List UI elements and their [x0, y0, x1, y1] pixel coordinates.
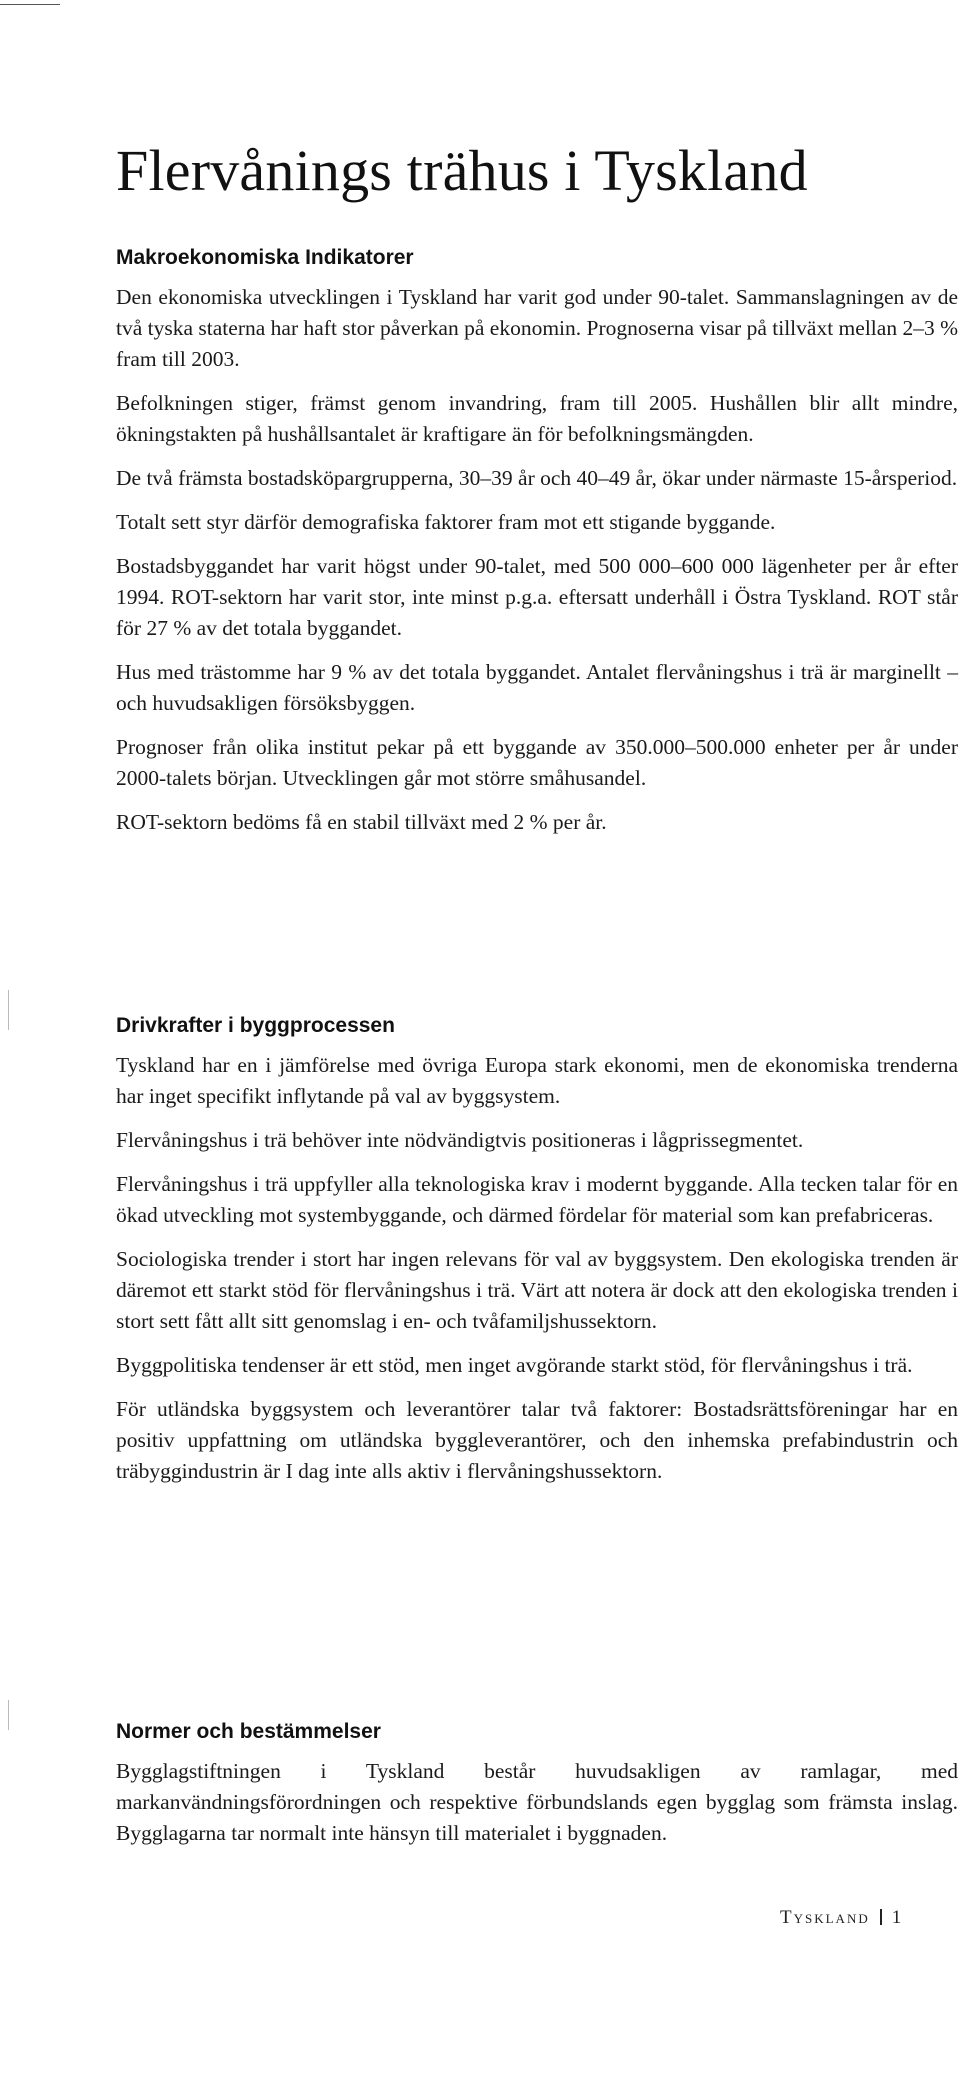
paragraph: ROT-sektorn bedöms få en stabil tillväxt med 2 % per år.	[116, 810, 607, 834]
page-footer	[780, 1906, 960, 1930]
paragraph: Bostadsbyggandet har varit högst under 90-talet, med 500 000–600 000 lägenheter per år efter 1994. ROT-sektorn har varit stor, inte minst p.g.a. eftersatt underhåll i Östra Tyskland. ROT står för 27 % av det totala byggandet.	[116, 554, 958, 640]
running-title: Tyskland	[780, 1907, 870, 1928]
scan-edge-line	[0, 4, 60, 5]
paragraph: För utländska byggsystem och leverantörer talar två faktorer: Bostadsrättsföreningar har en positiv uppfattning om utländska byggleverantörer, och den inhemska prefabindustrin och träbyggindustrin är I dag inte alls aktiv i flervåningshussektorn.	[116, 1397, 958, 1483]
section-heading: Makroekonomiska Indikatorer	[116, 246, 414, 269]
footer-separator	[880, 1909, 882, 1925]
paragraph: Flervåningshus i trä behöver inte nödvändigtvis positioneras i lågprissegmentet.	[116, 1128, 804, 1152]
paragraph: Befolkningen stiger, främst genom invandring, fram till 2005. Hushållen blir allt mindre, ökningstakten på hushållsantalet är kraftigare än för befolkningsmängden.	[116, 391, 958, 446]
margin-mark	[8, 990, 9, 1030]
paragraph: Tyskland har en i jämförelse med övriga Europa stark ekonomi, men de ekonomiska trenderna har inget specifikt inflytande på val av byggsystem.	[116, 1053, 958, 1108]
paragraph: Sociologiska trender i stort har ingen relevans för val av byggsystem. Den ekologiska trenden är däremot ett starkt stöd för flervåningshus i trä. Värt att notera är dock att den ekologiska trenden i stort sett fått allt sitt genomslag i en- och tvåfamiljshussektorn.	[116, 1247, 958, 1333]
paragraph: Prognoser från olika institut pekar på ett byggande av 350.000–500.000 enheter per år under 2000-talets början. Utvecklingen går mot större småhusandel.	[116, 735, 958, 790]
section-drivkrafter-i-byggprocessen	[116, 1012, 958, 1500]
section-normer-och-bestammelser	[116, 1718, 958, 1862]
margin-mark	[8, 1700, 9, 1730]
section-heading: Normer och bestämmelser	[116, 1720, 381, 1743]
page-number: 1	[891, 1907, 904, 1928]
paragraph: Den ekonomiska utvecklingen i Tyskland har varit god under 90-talet. Sammanslagningen av de två tyska staterna har haft stor påverkan på ekonomin. Prognoserna visar på tillväxt mellan 2–3 % fram till 2003.	[116, 285, 958, 371]
paragraph: Bygglagstiftningen i Tyskland består huvudsakligen av ramlagar, med markanvändningsförordningen och respektive förbundslands egen bygglag som främsta inslag. Bygglagarna tar normalt inte hänsyn till materialet i byggnaden.	[116, 1759, 958, 1845]
section-heading: Drivkrafter i byggprocessen	[116, 1014, 395, 1037]
paragraph: Byggpolitiska tendenser är ett stöd, men inget avgörande starkt stöd, för flervåningshus i trä.	[116, 1353, 913, 1377]
page-title: Flervånings trähus i Tyskland	[116, 138, 808, 203]
paragraph: Flervåningshus i trä uppfyller alla teknologiska krav i modernt byggande. Alla tecken talar för en ökad utveckling mot systembyggande, och därmed fördelar för material som kan prefabriceras.	[116, 1172, 958, 1227]
paragraph: Hus med trästomme har 9 % av det totala byggandet. Antalet flervåningshus i trä är marginellt – och huvudsakligen försöksbyggen.	[116, 660, 958, 715]
paragraph: De två främsta bostadsköpargrupperna, 30–39 år och 40–49 år, ökar under närmaste 15-årsperiod.	[116, 466, 958, 490]
section-makroekonomiska-indikatorer	[116, 244, 958, 851]
paragraph: Totalt sett styr därför demografiska faktorer fram mot ett stigande byggande.	[116, 510, 776, 534]
